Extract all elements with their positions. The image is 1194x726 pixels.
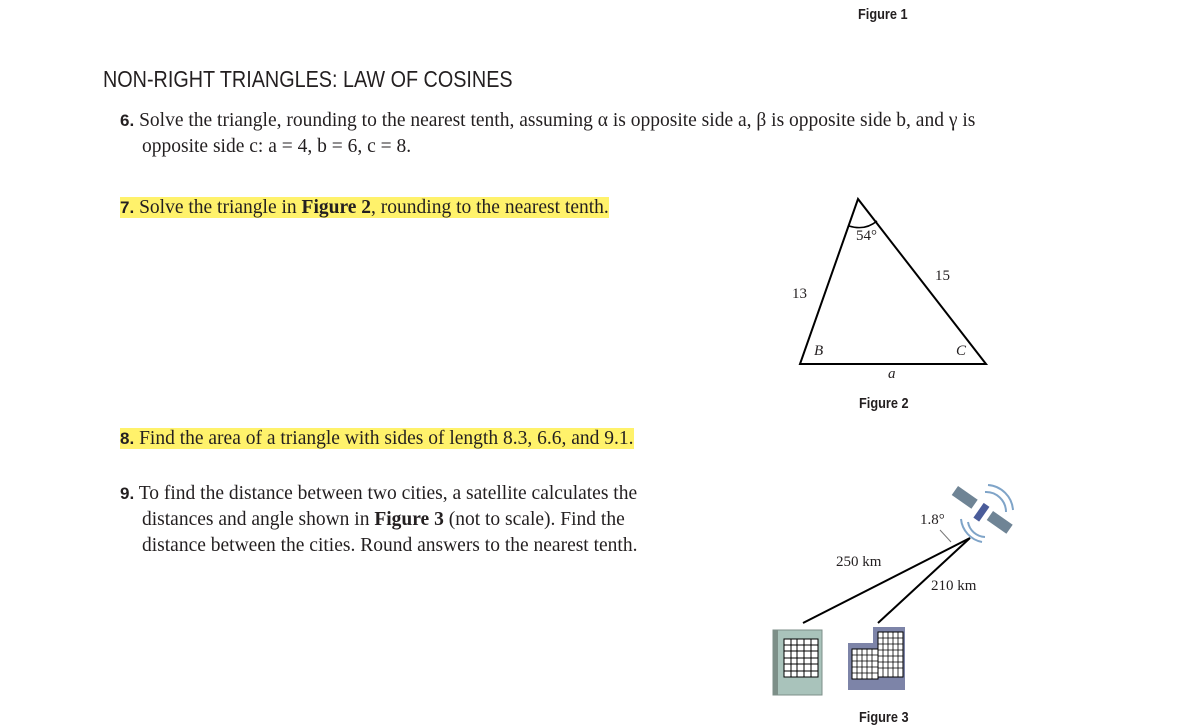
question-text: To find the distance between two cities, a satellite calculates the xyxy=(138,483,638,504)
question-text: Find the area of a triangle with sides of length 8.3, 6.6, and 9.1. xyxy=(139,428,634,449)
angle-label: 54° xyxy=(856,228,877,244)
side-right-label: 15 xyxy=(935,268,950,284)
city-building-1-icon xyxy=(773,630,822,695)
question-text: Solve the triangle, rounding to the nearest tenth, assuming α is opposite side a, β is opposite side b, and γ is xyxy=(139,110,976,131)
question-text: distances and angle shown in xyxy=(142,509,375,530)
question-text: , rounding to the nearest tenth. xyxy=(371,197,609,218)
question-number: 8. xyxy=(120,429,135,448)
question-number: 9. xyxy=(120,484,135,503)
angle-pointer xyxy=(940,530,951,542)
question-text: (not to scale). Find the xyxy=(443,509,625,530)
distance-250-label: 250 km xyxy=(836,554,882,570)
city-building-2-icon xyxy=(848,627,905,690)
question-text: opposite side c: a = 4, b = 6, c = 8. xyxy=(142,136,412,157)
distance-210-label: 210 km xyxy=(931,578,977,594)
angle-arc xyxy=(849,221,877,228)
vertex-b-label: B xyxy=(814,343,824,359)
question-number: 6. xyxy=(120,111,135,130)
question-text: distance between the cities. Round answers to the nearest tenth. xyxy=(142,535,638,556)
figure-reference: Figure 2 xyxy=(301,197,372,218)
question-number: 7. xyxy=(120,198,135,217)
figure2-caption: Figure 2 xyxy=(859,395,909,412)
side-left-label: 13 xyxy=(792,286,807,302)
satellite-icon xyxy=(952,485,1013,542)
vertex-c-label: C xyxy=(956,343,967,359)
figure3-caption: Figure 3 xyxy=(859,709,909,726)
triangle-shape xyxy=(800,199,986,364)
satellite-angle-label: 1.8° xyxy=(920,512,945,528)
section-heading: NON-RIGHT TRIANGLES: LAW OF COSINES xyxy=(103,66,513,92)
side-bottom-label: a xyxy=(888,366,896,382)
figure1-caption: Figure 1 xyxy=(858,6,908,23)
figure-reference: Figure 3 xyxy=(374,509,444,530)
question-text: Solve the triangle in xyxy=(139,197,302,218)
